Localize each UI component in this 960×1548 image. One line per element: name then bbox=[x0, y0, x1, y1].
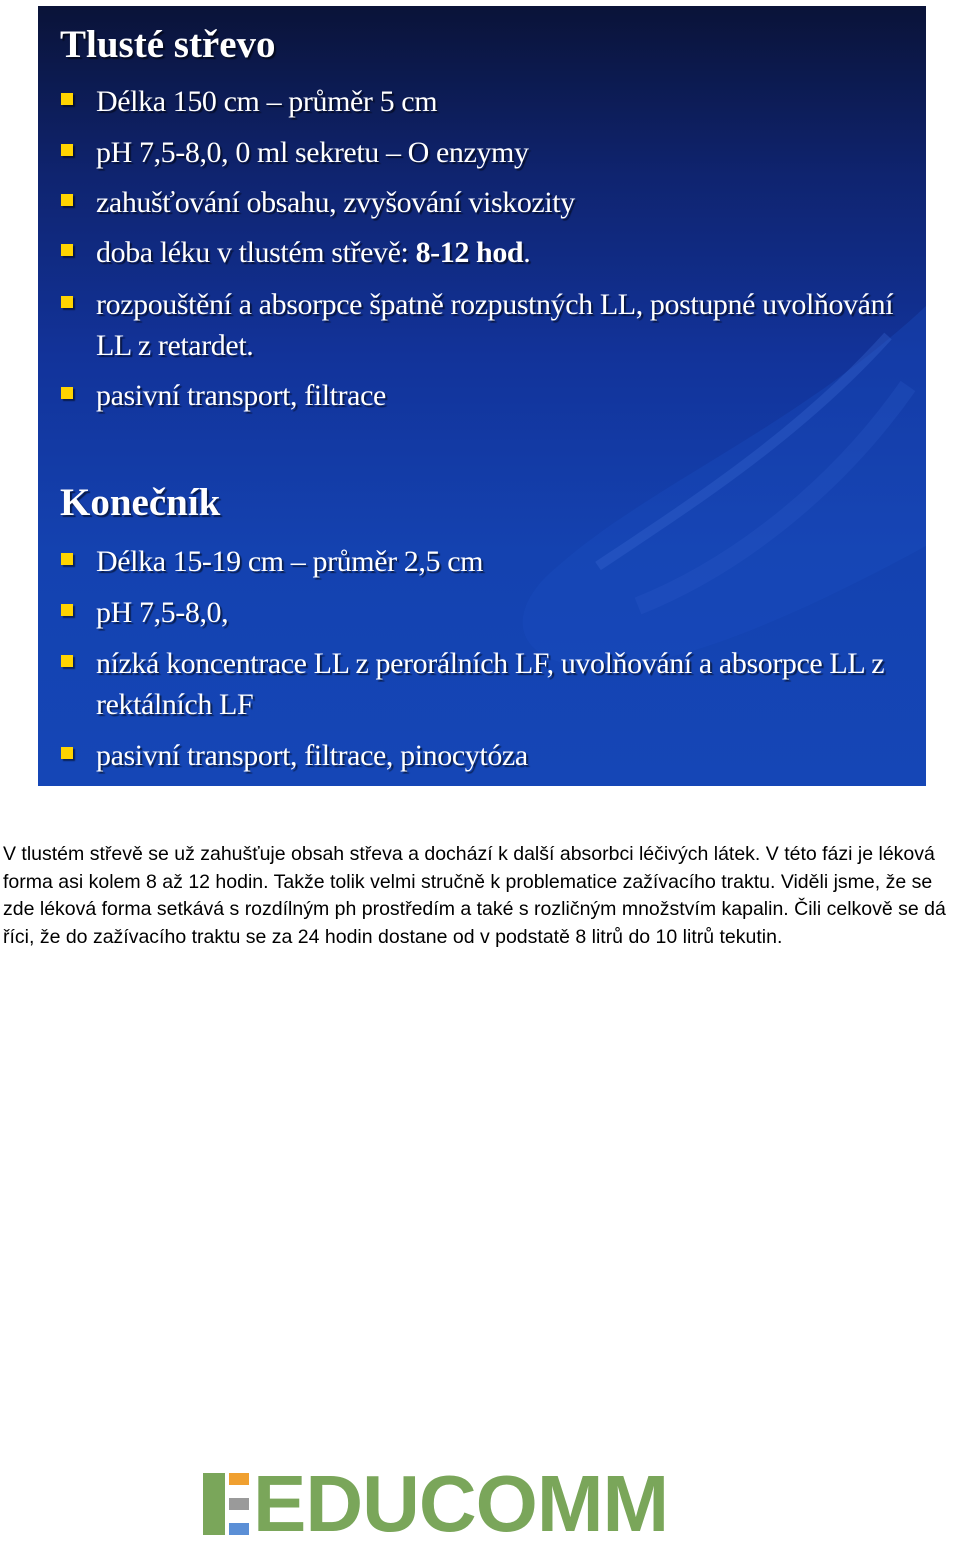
heading-tluste-strevo: Tlusté střevo bbox=[60, 23, 276, 66]
bullet-text: pH 7,5-8,0, bbox=[96, 596, 229, 629]
bullet-text: nízká koncentrace LL z perorálních LF, uvolňování a absorpce LL z rektálních LF bbox=[96, 647, 885, 721]
bullet-square-icon bbox=[61, 296, 73, 308]
bullet-text-end: . bbox=[523, 236, 531, 269]
bullet-text bbox=[96, 232, 911, 273]
transcript-paragraph: V tlustém střevě se už zahušťuje obsah střeva a dochází k další absorbci léčivých látek. V této fázi je léková forma asi kolem 8 až 12 hodin. Takže tolik velmi stručně k problematice zažívacího traktu. Viděli jsme, že se zde léková forma setkává s rozdílným ph prostředím a také s rozličným množstvím kapalin. Čili celkově se dá říci, že do zažívacího traktu se za 24 hodin dostane od v podstatě 8 litrů do 10 litrů tekutin. bbox=[3, 843, 946, 948]
bullet-square-icon bbox=[61, 747, 73, 759]
bullet-square-icon bbox=[61, 93, 73, 105]
bullet-text: pH 7,5-8,0, 0 ml sekretu – O enzymy bbox=[96, 136, 529, 169]
educomm-logo bbox=[203, 1459, 763, 1548]
heading-konecnik: Konečník bbox=[60, 481, 221, 524]
slide-content bbox=[38, 6, 926, 786]
bullet-square-icon bbox=[61, 144, 73, 156]
logo-text: EDUCOMM bbox=[253, 1459, 669, 1548]
bullet-square-icon bbox=[61, 194, 73, 206]
bullet-text: pasivní transport, filtrace, pinocytóza bbox=[96, 739, 528, 772]
bullet-square-icon bbox=[61, 604, 73, 616]
presentation-slide bbox=[38, 6, 926, 786]
bullet-text-bold: 8-12 hod bbox=[415, 236, 524, 269]
bullet-text: pasivní transport, filtrace bbox=[96, 379, 386, 412]
bullet-square-icon bbox=[61, 387, 73, 399]
bullet-square-icon bbox=[61, 244, 73, 256]
bullet-square-icon bbox=[61, 655, 73, 667]
bullet-text: Délka 15-19 cm – průměr 2,5 cm bbox=[96, 545, 484, 578]
bullet-text: zahušťování obsahu, zvyšování viskozity bbox=[96, 186, 575, 219]
bullet-text-start: doba léku v tlustém střevě: bbox=[96, 236, 416, 269]
bullet-text: rozpouštění a absorpce špatně rozpustných LL, postupné uvolňování LL z retardet. bbox=[96, 288, 894, 362]
bullet-square-icon bbox=[61, 553, 73, 565]
logo-mark-icon bbox=[203, 1473, 249, 1535]
bullet-text: Délka 150 cm – průměr 5 cm bbox=[96, 85, 438, 118]
